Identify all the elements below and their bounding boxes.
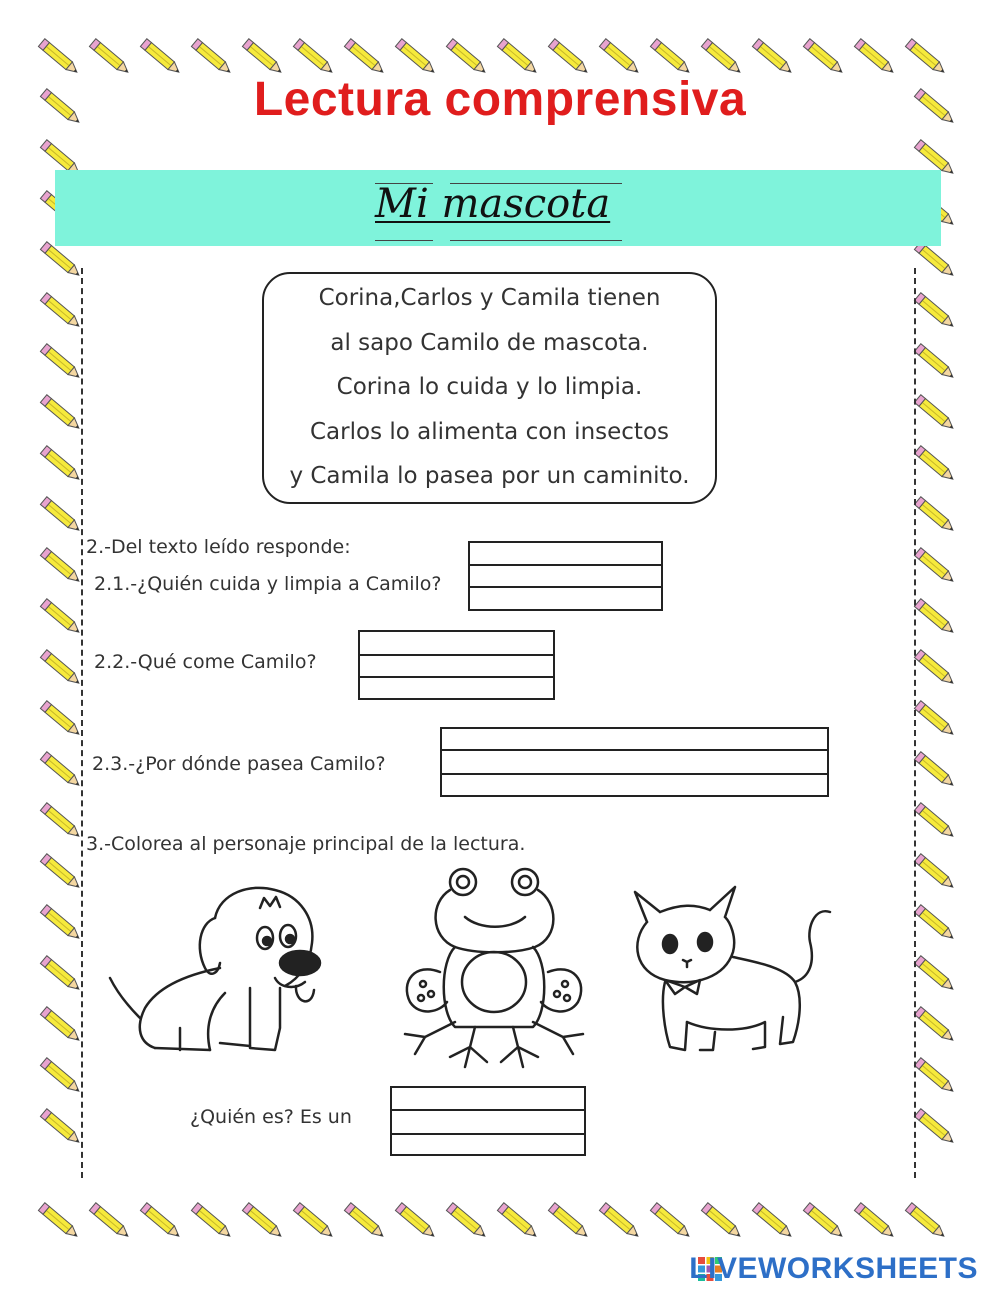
questions-heading: 2.-Del texto leído responde: (86, 536, 351, 558)
subtitle-text: Mi mascota (375, 181, 611, 227)
pencil-icon (914, 701, 956, 738)
pencil-icon (803, 1203, 845, 1240)
pencil-icon (38, 39, 80, 76)
pencil-icon (89, 1203, 131, 1240)
pencil-icon (548, 39, 590, 76)
pencil-icon (914, 344, 956, 381)
pencil-icon (344, 1203, 386, 1240)
pencil-icon (914, 1007, 956, 1044)
pencil-icon (854, 39, 896, 76)
pencil-icon (914, 1058, 956, 1095)
page-title: Lectura comprensiva (253, 73, 747, 126)
story-line: Carlos lo alimenta con insectos (310, 418, 669, 445)
pencil-icon (914, 956, 956, 993)
pencil-icon (914, 242, 956, 279)
pencil-icon (701, 39, 743, 76)
pencil-icon (914, 497, 956, 534)
frog-icon[interactable] (395, 862, 595, 1077)
pencil-icon (905, 1203, 947, 1240)
pencil-icon (293, 39, 335, 76)
pencil-icon (803, 39, 845, 76)
story-line: y Camila lo pasea por un caminito. (289, 463, 690, 489)
pencil-icon (752, 39, 794, 76)
pencil-icon (40, 905, 82, 942)
answer-4-box (390, 1086, 586, 1156)
pencil-icon (293, 1203, 335, 1240)
answer-1-box (468, 541, 663, 611)
pencil-icon (40, 1007, 82, 1044)
pencil-icon (914, 1109, 956, 1146)
pencil-icon (191, 39, 233, 76)
question-1-label: 2.1.-¿Quién cuida y limpia a Camilo? (94, 573, 442, 595)
pencil-icon (40, 548, 82, 585)
pencil-icon (914, 905, 956, 942)
pencil-icon (701, 1203, 743, 1240)
pencil-icon (914, 854, 956, 891)
final-question-label: ¿Quién es? Es un (190, 1106, 352, 1128)
pencil-icon (344, 39, 386, 76)
pencil-icon (650, 1203, 692, 1240)
pencil-icon (40, 395, 82, 432)
pencil-icon (140, 39, 182, 76)
right-dashed-guide (914, 268, 916, 1178)
answer-3-input[interactable] (442, 729, 827, 795)
left-dashed-guide (81, 268, 83, 1178)
pencil-icon (40, 752, 82, 789)
dog-icon[interactable] (100, 878, 340, 1068)
story-line: Corina lo cuida y lo limpia. (336, 374, 643, 400)
pencil-icon (242, 1203, 284, 1240)
pencil-icon (40, 803, 82, 840)
pencil-icon (599, 39, 641, 76)
pencil-icon (854, 1203, 896, 1240)
story-line: Corina,Carlos y Camila tienen (318, 285, 661, 311)
pencil-icon (40, 1109, 82, 1146)
story-line: al sapo Camilo de mascota. (330, 329, 649, 356)
pencil-icon (914, 599, 956, 636)
pencil-icon (40, 497, 82, 534)
answer-2-box (358, 630, 555, 700)
pencil-icon (40, 242, 82, 279)
pencil-icon (89, 39, 131, 76)
pencil-icon (914, 446, 956, 483)
pencil-icon (914, 752, 956, 789)
pencil-icon (191, 1203, 233, 1240)
answer-4-input[interactable] (392, 1088, 584, 1154)
pencil-icon (40, 599, 82, 636)
coloring-heading: 3.-Colorea al personaje principal de la lectura. (86, 833, 526, 855)
pencil-icon (446, 39, 488, 76)
pencil-icon (914, 803, 956, 840)
pencil-icon (38, 1203, 80, 1240)
pencil-icon (40, 854, 82, 891)
pencil-icon (40, 956, 82, 993)
pencil-icon (40, 344, 82, 381)
pencil-icon (40, 293, 82, 330)
watermark: LIVEWORKSHEETS (689, 1252, 978, 1285)
question-2-label: 2.2.-Qué come Camilo? (94, 651, 317, 673)
pencil-icon (395, 39, 437, 76)
pencil-icon (40, 701, 82, 738)
pencil-icon (752, 1203, 794, 1240)
pencil-icon (395, 1203, 437, 1240)
pencil-icon (446, 1203, 488, 1240)
answer-2-input[interactable] (360, 632, 553, 698)
pencil-icon (497, 1203, 539, 1240)
pencil-icon (914, 293, 956, 330)
pencil-icon (914, 395, 956, 432)
pencil-icon (914, 548, 956, 585)
pencil-icon (905, 39, 947, 76)
question-3-label: 2.3.-¿Por dónde pasea Camilo? (92, 753, 386, 775)
story-box (262, 272, 717, 504)
answer-1-input[interactable] (470, 543, 661, 609)
pencil-icon (40, 650, 82, 687)
pencil-icon (242, 39, 284, 76)
pencil-icon (40, 1058, 82, 1095)
pencil-icon (599, 1203, 641, 1240)
answer-3-box (440, 727, 829, 797)
cat-icon[interactable] (625, 882, 840, 1062)
pencil-icon (650, 39, 692, 76)
pencil-icon (140, 1203, 182, 1240)
pencil-icon (497, 39, 539, 76)
pencil-icon (914, 650, 956, 687)
pencil-icon (40, 446, 82, 483)
subtitle (375, 181, 623, 227)
pencil-icon (548, 1203, 590, 1240)
